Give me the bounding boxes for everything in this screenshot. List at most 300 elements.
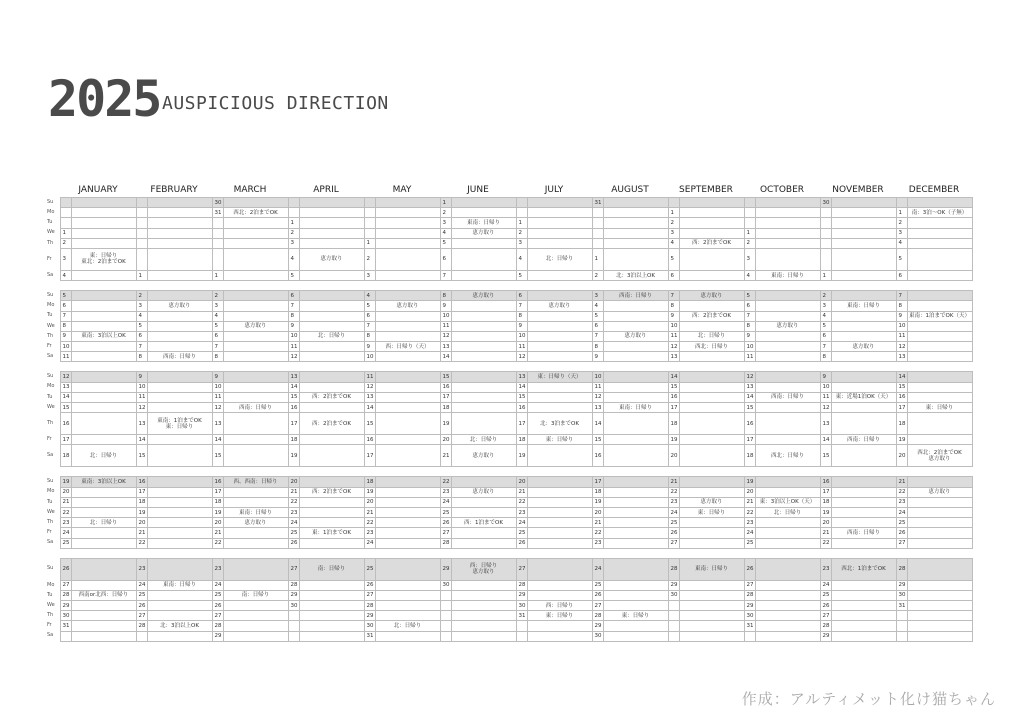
date-number bbox=[668, 621, 679, 631]
direction-note: 西南：日帰り bbox=[755, 392, 820, 402]
date-number: 6 bbox=[364, 311, 375, 321]
date-number: 20 bbox=[440, 435, 451, 445]
direction-note bbox=[679, 403, 744, 413]
direction-note bbox=[755, 477, 820, 487]
date-number: 22 bbox=[440, 477, 451, 487]
date-number bbox=[364, 198, 375, 208]
direction-note bbox=[679, 228, 744, 238]
weekday-label: Mo bbox=[47, 383, 55, 390]
date-number: 16 bbox=[364, 435, 375, 445]
date-number: 27 bbox=[896, 538, 907, 548]
date-number: 6 bbox=[440, 248, 451, 270]
direction-note bbox=[223, 342, 288, 352]
direction-note bbox=[223, 435, 288, 445]
date-number: 24 bbox=[288, 518, 299, 528]
date-number: 27 bbox=[364, 590, 375, 600]
direction-note bbox=[831, 601, 896, 611]
date-number bbox=[440, 621, 451, 631]
day-row-su bbox=[44, 198, 972, 208]
date-number bbox=[212, 218, 223, 228]
date-number: 16 bbox=[516, 403, 527, 413]
weekday-label: Mo bbox=[47, 488, 55, 495]
date-number: 11 bbox=[212, 392, 223, 402]
date-number: 23 bbox=[136, 558, 147, 580]
direction-note: 東：日帰り bbox=[603, 611, 668, 621]
date-number: 5 bbox=[668, 248, 679, 270]
day-row-we bbox=[44, 403, 972, 413]
direction-note bbox=[527, 403, 592, 413]
date-number bbox=[440, 590, 451, 600]
date-number: 21 bbox=[820, 528, 831, 538]
direction-note: 北：日帰り bbox=[679, 331, 744, 341]
direction-note bbox=[755, 601, 820, 611]
date-number: 21 bbox=[288, 487, 299, 497]
date-number bbox=[60, 631, 71, 641]
date-number: 13 bbox=[516, 372, 527, 382]
direction-note: 西：1泊までOK bbox=[451, 518, 516, 528]
date-number: 8 bbox=[744, 321, 755, 331]
header-corner bbox=[44, 185, 60, 198]
date-number bbox=[364, 208, 375, 218]
date-number: 14 bbox=[896, 372, 907, 382]
date-number: 3 bbox=[60, 248, 71, 270]
direction-note bbox=[451, 477, 516, 487]
date-number: 1 bbox=[136, 270, 147, 280]
date-number: 26 bbox=[288, 538, 299, 548]
date-number: 9 bbox=[212, 372, 223, 382]
date-number: 27 bbox=[516, 558, 527, 580]
day-row-fr bbox=[44, 248, 972, 270]
date-number bbox=[136, 218, 147, 228]
direction-note bbox=[603, 392, 668, 402]
month-header-october: OCTOBER bbox=[759, 185, 805, 196]
date-number: 28 bbox=[60, 590, 71, 600]
date-number bbox=[744, 218, 755, 228]
direction-note bbox=[71, 372, 136, 382]
author-credit: 作成：アルティメット化け猫ちゃん bbox=[741, 690, 996, 708]
direction-note bbox=[451, 270, 516, 280]
direction-note: 北：日帰り bbox=[71, 445, 136, 467]
date-number: 2 bbox=[60, 238, 71, 248]
direction-note bbox=[527, 352, 592, 362]
direction-note: 東南：日帰り bbox=[223, 507, 288, 517]
date-number: 31 bbox=[60, 621, 71, 631]
day-row-tu bbox=[44, 311, 972, 321]
date-number: 17 bbox=[896, 403, 907, 413]
weekday-label: We bbox=[47, 403, 55, 410]
date-number: 15 bbox=[668, 382, 679, 392]
date-number bbox=[136, 248, 147, 270]
date-number: 26 bbox=[516, 538, 527, 548]
date-number: 17 bbox=[212, 487, 223, 497]
direction-note bbox=[679, 580, 744, 590]
date-number: 15 bbox=[820, 445, 831, 467]
month-header-december: DECEMBER bbox=[908, 185, 960, 196]
direction-note bbox=[907, 198, 972, 208]
direction-note bbox=[375, 538, 440, 548]
date-number: 9 bbox=[896, 311, 907, 321]
direction-note: 東南：日帰り bbox=[147, 580, 212, 590]
date-number: 10 bbox=[668, 321, 679, 331]
direction-note bbox=[603, 487, 668, 497]
direction-note bbox=[679, 538, 744, 548]
day-row-mo bbox=[44, 301, 972, 311]
direction-note: 北：3泊までOK bbox=[527, 413, 592, 435]
direction-note: 東：日帰り bbox=[907, 403, 972, 413]
direction-note bbox=[299, 270, 364, 280]
direction-note bbox=[527, 631, 592, 641]
date-number: 4 bbox=[516, 248, 527, 270]
date-number: 6 bbox=[592, 321, 603, 331]
date-number: 10 bbox=[212, 382, 223, 392]
date-number: 23 bbox=[668, 497, 679, 507]
date-number: 14 bbox=[60, 392, 71, 402]
direction-note bbox=[375, 392, 440, 402]
date-number: 27 bbox=[592, 601, 603, 611]
direction-note bbox=[679, 611, 744, 621]
weekday-label: Tu bbox=[47, 591, 53, 598]
date-number: 12 bbox=[440, 331, 451, 341]
day-row-fr bbox=[44, 528, 972, 538]
direction-note bbox=[147, 392, 212, 402]
date-number: 5 bbox=[896, 248, 907, 270]
date-number: 9 bbox=[60, 331, 71, 341]
day-row-we bbox=[44, 601, 972, 611]
date-number: 27 bbox=[820, 611, 831, 621]
date-number bbox=[896, 631, 907, 641]
direction-note: 西：2泊までOK bbox=[299, 487, 364, 497]
direction-note bbox=[831, 487, 896, 497]
date-number: 5 bbox=[60, 291, 71, 301]
date-number: 14 bbox=[592, 413, 603, 435]
direction-note bbox=[603, 507, 668, 517]
direction-note: 北：3泊以上OK bbox=[603, 270, 668, 280]
direction-note bbox=[603, 445, 668, 467]
date-number: 15 bbox=[364, 413, 375, 435]
date-number: 4 bbox=[592, 301, 603, 311]
direction-note bbox=[71, 611, 136, 621]
date-number: 13 bbox=[820, 413, 831, 435]
day-row-we bbox=[44, 321, 972, 331]
date-number bbox=[592, 238, 603, 248]
date-number: 19 bbox=[136, 507, 147, 517]
direction-note bbox=[299, 538, 364, 548]
direction-note bbox=[299, 518, 364, 528]
direction-note: 西：日帰り（天） bbox=[375, 342, 440, 352]
direction-note bbox=[299, 477, 364, 487]
direction-note bbox=[907, 382, 972, 392]
direction-note: 東：日帰り bbox=[527, 611, 592, 621]
date-number: 6 bbox=[668, 270, 679, 280]
direction-note bbox=[375, 208, 440, 218]
date-number: 4 bbox=[60, 270, 71, 280]
date-number bbox=[136, 228, 147, 238]
day-row-tu bbox=[44, 497, 972, 507]
weekday-label: Su bbox=[47, 373, 54, 380]
direction-note bbox=[603, 311, 668, 321]
direction-note bbox=[907, 558, 972, 580]
date-number: 24 bbox=[592, 558, 603, 580]
date-number: 16 bbox=[820, 477, 831, 487]
date-number: 19 bbox=[516, 445, 527, 467]
date-number bbox=[364, 228, 375, 238]
date-number: 19 bbox=[212, 507, 223, 517]
direction-note bbox=[603, 601, 668, 611]
date-number: 14 bbox=[136, 435, 147, 445]
date-number: 15 bbox=[744, 403, 755, 413]
direction-note bbox=[375, 528, 440, 538]
date-number: 3 bbox=[896, 228, 907, 238]
direction-note bbox=[603, 248, 668, 270]
date-number: 8 bbox=[136, 352, 147, 362]
date-number: 19 bbox=[592, 497, 603, 507]
date-number: 19 bbox=[744, 477, 755, 487]
date-number: 2 bbox=[668, 218, 679, 228]
direction-note bbox=[223, 497, 288, 507]
direction-note bbox=[147, 611, 212, 621]
direction-note bbox=[755, 198, 820, 208]
date-number: 14 bbox=[288, 382, 299, 392]
date-number: 16 bbox=[288, 403, 299, 413]
direction-note bbox=[223, 228, 288, 238]
direction-note bbox=[299, 580, 364, 590]
direction-note bbox=[451, 621, 516, 631]
weekday-label: Th bbox=[47, 239, 54, 246]
direction-note: 恵方取り bbox=[375, 301, 440, 311]
direction-note bbox=[147, 291, 212, 301]
direction-note bbox=[755, 291, 820, 301]
month-header-may: MAY bbox=[392, 185, 412, 196]
date-number: 13 bbox=[592, 403, 603, 413]
date-number: 1 bbox=[60, 228, 71, 238]
date-number: 9 bbox=[744, 331, 755, 341]
direction-note bbox=[223, 331, 288, 341]
date-number: 12 bbox=[60, 372, 71, 382]
direction-note bbox=[451, 611, 516, 621]
day-row-fr bbox=[44, 621, 972, 631]
direction-note: 東：日帰り 東北：2泊までOK bbox=[71, 248, 136, 270]
date-number: 6 bbox=[60, 301, 71, 311]
date-number: 31 bbox=[592, 198, 603, 208]
direction-note bbox=[907, 331, 972, 341]
date-number: 27 bbox=[744, 580, 755, 590]
direction-note bbox=[603, 631, 668, 641]
date-number: 11 bbox=[896, 331, 907, 341]
direction-note bbox=[223, 352, 288, 362]
direction-note bbox=[223, 372, 288, 382]
direction-note bbox=[451, 538, 516, 548]
date-number: 30 bbox=[592, 631, 603, 641]
weekday-label: Sa bbox=[47, 271, 54, 278]
date-number: 18 bbox=[440, 403, 451, 413]
date-number: 12 bbox=[516, 352, 527, 362]
date-number: 20 bbox=[592, 507, 603, 517]
date-number: 25 bbox=[516, 528, 527, 538]
date-number: 8 bbox=[592, 342, 603, 352]
direction-note bbox=[147, 518, 212, 528]
date-number: 30 bbox=[516, 601, 527, 611]
direction-note bbox=[679, 487, 744, 497]
direction-note: 東：日帰り（天） bbox=[527, 372, 592, 382]
direction-note bbox=[527, 342, 592, 352]
direction-note bbox=[907, 435, 972, 445]
date-number: 16 bbox=[744, 413, 755, 435]
direction-note bbox=[147, 487, 212, 497]
day-row-tu bbox=[44, 392, 972, 402]
date-number: 12 bbox=[668, 342, 679, 352]
direction-note bbox=[299, 372, 364, 382]
date-number: 10 bbox=[744, 342, 755, 352]
weekday-label: Fr bbox=[47, 436, 52, 443]
day-row-sa bbox=[44, 538, 972, 548]
day-row-fr bbox=[44, 342, 972, 352]
date-number: 16 bbox=[212, 477, 223, 487]
weekday-label: Th bbox=[47, 419, 54, 426]
direction-note bbox=[603, 621, 668, 631]
date-number: 30 bbox=[668, 590, 679, 600]
date-number: 31 bbox=[896, 601, 907, 611]
direction-note bbox=[831, 218, 896, 228]
date-number: 24 bbox=[440, 497, 451, 507]
direction-note bbox=[679, 372, 744, 382]
direction-note bbox=[831, 445, 896, 467]
date-number: 12 bbox=[592, 392, 603, 402]
direction-note bbox=[299, 352, 364, 362]
direction-note bbox=[71, 291, 136, 301]
day-row-mo bbox=[44, 382, 972, 392]
direction-note bbox=[71, 413, 136, 435]
date-number: 15 bbox=[288, 392, 299, 402]
date-number: 28 bbox=[136, 621, 147, 631]
date-number: 11 bbox=[364, 372, 375, 382]
date-number bbox=[136, 208, 147, 218]
direction-note bbox=[679, 621, 744, 631]
date-number bbox=[60, 198, 71, 208]
date-number bbox=[896, 611, 907, 621]
date-number: 6 bbox=[820, 331, 831, 341]
date-number: 16 bbox=[440, 382, 451, 392]
direction-note bbox=[755, 238, 820, 248]
date-number bbox=[440, 611, 451, 621]
weekday-label: We bbox=[47, 322, 55, 329]
direction-note: 恵方取り bbox=[451, 487, 516, 497]
direction-note: 東南：日帰り bbox=[755, 270, 820, 280]
date-number bbox=[896, 621, 907, 631]
direction-note bbox=[907, 301, 972, 311]
direction-note bbox=[451, 601, 516, 611]
day-row-th bbox=[44, 331, 972, 341]
weekday-label: Fr bbox=[47, 342, 52, 349]
direction-note bbox=[755, 218, 820, 228]
direction-note bbox=[299, 403, 364, 413]
direction-note: 西北：2泊までOK 恵方取り bbox=[907, 445, 972, 467]
direction-note bbox=[603, 590, 668, 600]
direction-note bbox=[907, 392, 972, 402]
date-number bbox=[668, 631, 679, 641]
direction-note bbox=[451, 342, 516, 352]
date-number bbox=[212, 228, 223, 238]
date-number: 1 bbox=[364, 238, 375, 248]
date-number: 25 bbox=[212, 590, 223, 600]
date-number: 29 bbox=[744, 601, 755, 611]
date-number: 10 bbox=[364, 352, 375, 362]
month-header-july: JULY bbox=[544, 185, 564, 196]
direction-note bbox=[451, 580, 516, 590]
direction-note bbox=[375, 601, 440, 611]
direction-note bbox=[299, 208, 364, 218]
date-number: 22 bbox=[668, 487, 679, 497]
weekday-label: Fr bbox=[47, 622, 52, 629]
direction-note bbox=[755, 301, 820, 311]
weekday-label: Su bbox=[47, 291, 54, 298]
date-number bbox=[212, 238, 223, 248]
direction-note bbox=[451, 631, 516, 641]
date-number: 21 bbox=[212, 528, 223, 538]
direction-note bbox=[907, 611, 972, 621]
date-number: 6 bbox=[288, 291, 299, 301]
date-number: 12 bbox=[820, 403, 831, 413]
date-number: 26 bbox=[668, 528, 679, 538]
date-number: 21 bbox=[592, 518, 603, 528]
day-row-fr bbox=[44, 435, 972, 445]
date-number: 7 bbox=[668, 291, 679, 301]
date-number: 18 bbox=[592, 487, 603, 497]
date-number: 11 bbox=[744, 352, 755, 362]
direction-note bbox=[527, 291, 592, 301]
date-number: 10 bbox=[288, 331, 299, 341]
direction-note bbox=[223, 238, 288, 248]
date-number: 21 bbox=[136, 528, 147, 538]
date-number: 27 bbox=[440, 528, 451, 538]
direction-note bbox=[831, 372, 896, 382]
date-number: 27 bbox=[136, 611, 147, 621]
date-number: 8 bbox=[668, 301, 679, 311]
direction-note bbox=[755, 528, 820, 538]
direction-note bbox=[831, 621, 896, 631]
direction-note bbox=[299, 497, 364, 507]
weekday-label: Su bbox=[47, 198, 54, 205]
date-number: 17 bbox=[364, 445, 375, 467]
direction-note bbox=[679, 601, 744, 611]
direction-note: 北：日帰り bbox=[299, 331, 364, 341]
direction-note bbox=[71, 301, 136, 311]
direction-note bbox=[299, 382, 364, 392]
direction-note bbox=[831, 198, 896, 208]
direction-note bbox=[71, 528, 136, 538]
day-row-sa bbox=[44, 631, 972, 641]
date-number: 27 bbox=[288, 558, 299, 580]
weekday-label: Tu bbox=[47, 498, 53, 505]
date-number: 5 bbox=[744, 291, 755, 301]
date-number: 13 bbox=[288, 372, 299, 382]
direction-note bbox=[527, 497, 592, 507]
date-number bbox=[136, 238, 147, 248]
date-number: 2 bbox=[212, 291, 223, 301]
date-number: 9 bbox=[288, 321, 299, 331]
date-number: 13 bbox=[136, 413, 147, 435]
direction-note bbox=[375, 311, 440, 321]
date-number: 20 bbox=[212, 518, 223, 528]
date-number: 24 bbox=[136, 580, 147, 590]
date-number: 21 bbox=[440, 445, 451, 467]
direction-note bbox=[375, 631, 440, 641]
date-number: 6 bbox=[896, 270, 907, 280]
date-number: 29 bbox=[896, 580, 907, 590]
direction-note bbox=[907, 352, 972, 362]
direction-note bbox=[907, 477, 972, 487]
direction-note bbox=[603, 435, 668, 445]
direction-note bbox=[375, 445, 440, 467]
